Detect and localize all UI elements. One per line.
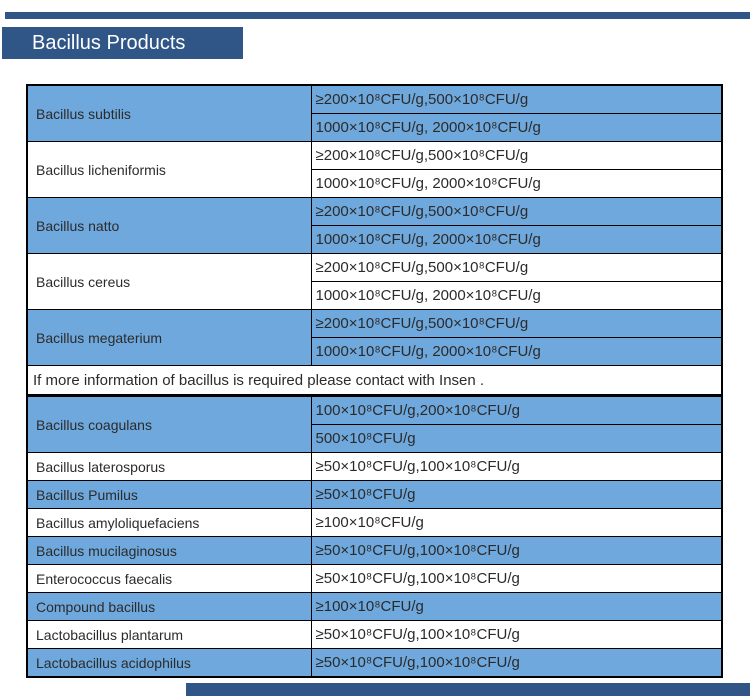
product-name-cell: Enterococcus faecalis [27,565,311,593]
product-name-cell: Compound bacillus [27,593,311,621]
product-name-cell: Bacillus cereus [27,254,311,310]
top-divider-bar [5,12,750,19]
spec-value-cell: ≥50×10⁸CFU/g [311,481,722,509]
product-name-cell: Bacillus subtilis [27,85,311,142]
spec-value-cell: ≥200×10⁸CFU/g,500×10⁸CFU/g [311,198,722,226]
table-row [27,366,722,395]
product-name-cell: Bacillus Pumilus [27,481,311,509]
spec-value-cell: 100×10⁸CFU/g,200×10⁸CFU/g [311,396,722,425]
table-row [27,481,722,509]
spec-value-cell: ≥200×10⁸CFU/g,500×10⁸CFU/g [311,254,722,282]
table-row [27,310,722,338]
spec-value-cell: 1000×10⁸CFU/g, 2000×10⁸CFU/g [311,226,722,254]
table-row [27,537,722,565]
table-row [27,198,722,226]
bacillus-products-tables [26,84,723,678]
product-name-cell: Lactobacillus plantarum [27,621,311,649]
product-name-cell: Bacillus amyloliquefaciens [27,509,311,537]
table-row [27,649,722,678]
page-title-banner [2,27,243,59]
spec-value-cell: ≥200×10⁸CFU/g,500×10⁸CFU/g [311,310,722,338]
spec-value-cell: ≥50×10⁸CFU/g,100×10⁸CFU/g [311,649,722,678]
table-row [27,509,722,537]
table-row [27,621,722,649]
table-row [27,396,722,425]
product-name-cell: Bacillus mucilaginosus [27,537,311,565]
spec-value-cell: ≥100×10⁸CFU/g [311,593,722,621]
spec-value-cell: 1000×10⁸CFU/g, 2000×10⁸CFU/g [311,338,722,366]
product-name-cell: Lactobacillus acidophilus [27,649,311,678]
spec-value-cell: 1000×10⁸CFU/g, 2000×10⁸CFU/g [311,114,722,142]
product-name-cell: Bacillus natto [27,198,311,254]
product-name-cell: Bacillus licheniformis [27,142,311,198]
table-row [27,85,722,114]
spec-value-cell: ≥200×10⁸CFU/g,500×10⁸CFU/g [311,85,722,114]
table-row [27,142,722,170]
table-row [27,593,722,621]
spec-value-cell: ≥50×10⁸CFU/g,100×10⁸CFU/g [311,453,722,481]
product-name-cell: Bacillus megaterium [27,310,311,366]
spec-value-cell: ≥50×10⁸CFU/g,100×10⁸CFU/g [311,621,722,649]
spec-value-cell: ≥50×10⁸CFU/g,100×10⁸CFU/g [311,537,722,565]
spec-value-cell: 1000×10⁸CFU/g, 2000×10⁸CFU/g [311,170,722,198]
contact-note: If more information of bacillus is required please contact with Insen . [27,366,722,395]
spec-value-cell: ≥50×10⁸CFU/g,100×10⁸CFU/g [311,565,722,593]
page-title: Bacillus Products [32,32,186,54]
table-row [27,565,722,593]
bacillus-table-lower [26,395,723,678]
spec-value-cell: ≥200×10⁸CFU/g,500×10⁸CFU/g [311,142,722,170]
table-row [27,254,722,282]
product-name-cell: Bacillus coagulans [27,396,311,453]
table-row [27,453,722,481]
product-name-cell: Bacillus laterosporus [27,453,311,481]
bottom-divider-bar [186,683,750,696]
bacillus-table-upper [26,84,723,395]
spec-value-cell: ≥100×10⁸CFU/g [311,509,722,537]
spec-value-cell: 1000×10⁸CFU/g, 2000×10⁸CFU/g [311,282,722,310]
spec-value-cell: 500×10⁸CFU/g [311,425,722,453]
